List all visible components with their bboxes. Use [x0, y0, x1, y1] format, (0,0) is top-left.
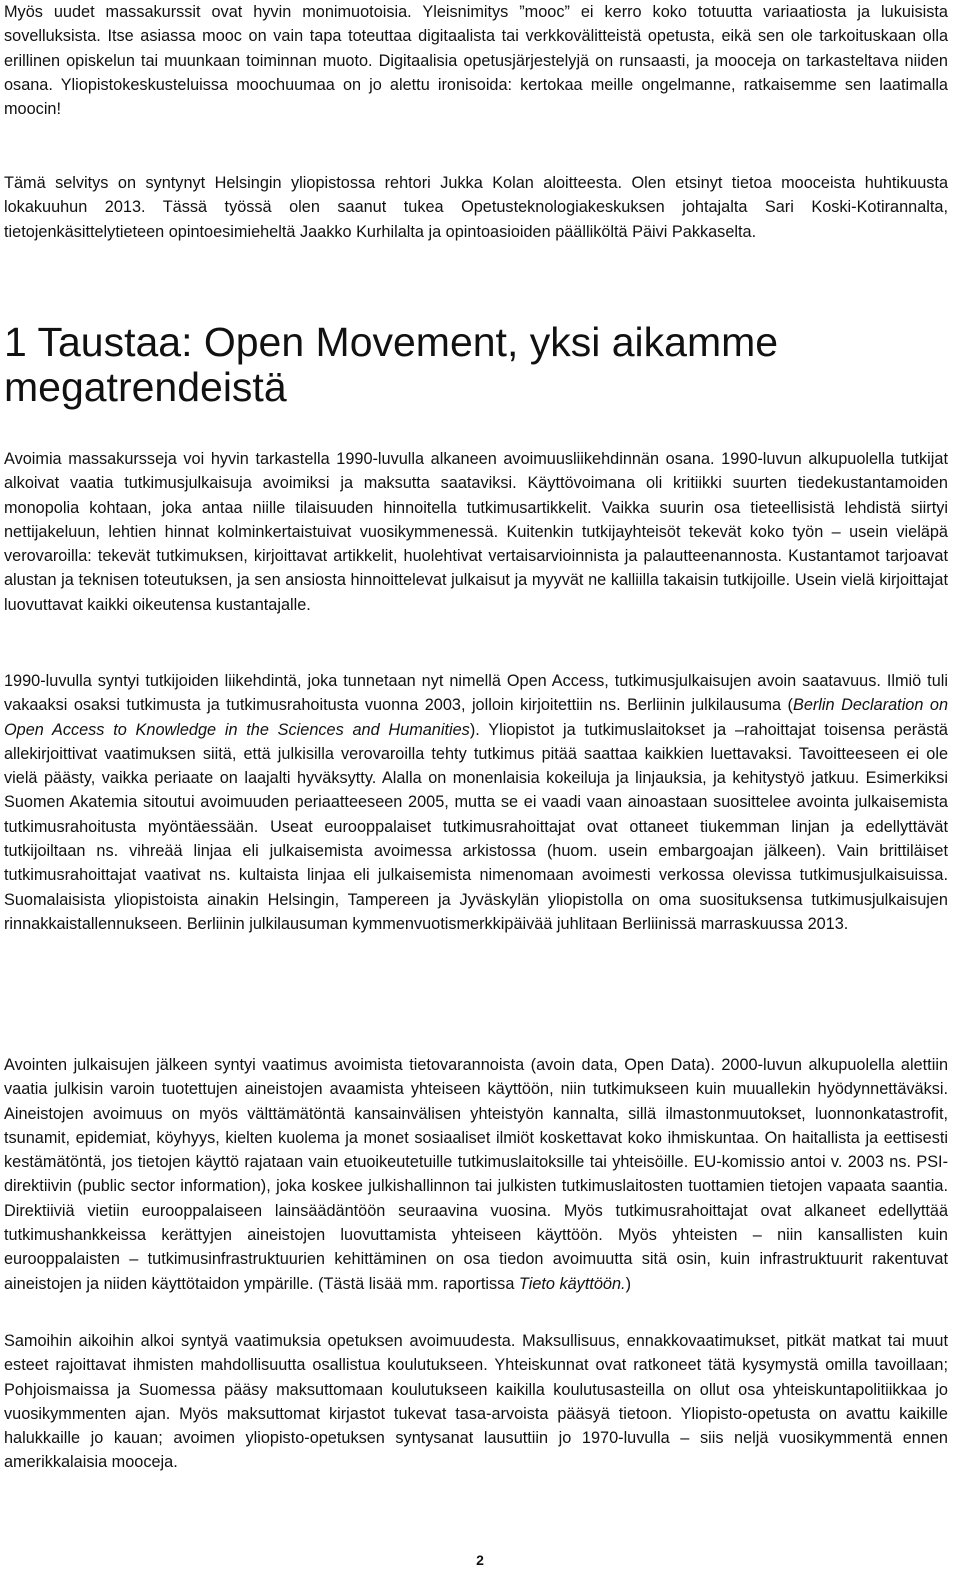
- berlin-declaration-title: Berlin Declaration on Open Access to Knowledge in the Sciences and Humanities: [4, 696, 949, 739]
- section-heading: [4, 320, 948, 410]
- open-data-text-a: Avointen julkaisujen jälkeen syntyi vaatimus avoimista tietovarannoista (avoin data, Open Data). 2000-luvun alkupuolella alettiin vaatia julkisin varoin tuotettujen aineistojen avaamista yhteiseen käyttöön, niin tutkimukseen kuin muuallekin hyödynnettäväksi. Aineistojen avoimuus on myös välttämätöntä kansainvälisen yhteistyön kannalta, sillä ilmastonmuutokset, luonnonkatastrofit, tsunamit, epidemiat, köyhyys, kielten kuolema ja monet sosiaaliset ilmiöt koskettavat koko ihmiskuntaa. On haitallista ja eettisesti kestämätöntä, jos tietojen käyttö rajataan vain etuoikeutetuille tutkimuslaitoksille tai yhteisöille. EU-komissio antoi v. 2003 ns. PSI-direktiivin (public sector information), joka koskee julkishallinnon tai julkisten tutkimuslaitosten tuottamien tietojen vapaata saantia. Direktiiviä vietiin eurooppalaiseen lainsäädäntöön seuraavina vuosina. Myös tutkimusrahoittajat ovat alkaneet edellyttää tutkimushankkeissa kerättyjen aineistojen luovuttamista yhteiseen käyttöön. Myös yhteisten – niin kansallisten kuin eurooppalaisten – tutkimusinfrastruktuurien kehittäminen on osa tiedon avoimuutta sitä osin, kuin infrastruktuurit rakentuvat aineistojen ja niiden käyttötaidon ympärille. (Tästä lisää mm. raportissa: [4, 1056, 948, 1293]
- tieto-kayttoon-title: Tieto käyttöön.: [518, 1274, 626, 1293]
- section-title: Taustaa: Open Movement, yksi aikamme megatrendeistä: [4, 319, 779, 410]
- paragraph-mooc-intro: Myös uudet massakurssit ovat hyvin monimuotoisia. Yleisnimitys ”mooc” ei kerro koko totuutta variaatiosta ja lukuisista sovelluksista. Itse asiassa mooc on vain tapa toteuttaa digitaalista tai verkkovälitteistä opetusta, eikä sen ole tarkoituskaan olla erillinen opiskelun tai muunkaan toiminnan muoto. Digitaalisia opetusjärjestelyjä on runsaasti, ja mooceja on tarkasteltava niiden osana. Yliopistokeskusteluissa moochuumaa on jo alettu ironisoida: kertokaa meille ongelmanne, ratkaisemme sen laatimalla moocin!: [4, 3, 948, 119]
- open-access-text-b: ). Yliopistot ja tutkimuslaitokset ja –rahoittajat toisensa perästä allekirjoittivat vaatimuksen siitä, että julkisilla verovaroilla tehty tutkimus pitää saattaa kaikkien luettavaksi. Tavoitteeseen ei ole vielä päästy, vaikka periaate on laajalti hyväksytty. Alalla on monenlaisia kokeiluja ja linjauksia, ja kehitystyö jatkuu. Esimerkiksi Suomen Akatemia sitoutui avoimuuden periaatteeseen 2005, mutta se ei vaadi vaan ainoastaan suosittelee avointa julkaisemista tutkimusrahoitusta myöntäessään. Useat eurooppalaiset tutkimusrahoittajat ovat ottaneet tiukemman linjan ja edellyttävät tutkijoiltaan ns. vihreää linjaa eli julkaisemista avoimessa arkistossa (huom. usein embargoajan jälkeen). Vain brittiläiset tutkimusrahoittajat vaativat ns. kultaista linjaa eli julkaisemista nimenomaan avoimesti verkossa olevissa tutkimusjulkaisuissa. Suomalaisista yliopistoista ainakin Helsingin, Tampereen ja Jyväskylän yliopistolla on oma suosituksensa tutkimusjulkaisujen rinnakkaistallennukseen. Berliinin julkilausuman kymmenvuotismerkkipäivää juhlitaan Berliinissä marraskuussa 2013.: [4, 720, 948, 933]
- section-number: 1: [4, 319, 27, 365]
- open-data-text-b: ): [625, 1274, 631, 1293]
- open-access-text-a: 1990-luvulla syntyi tutkijoiden liikehdintä, joka tunnetaan nyt nimellä Open Access, tutkimusjulkaisujen avoin saatavuus. Ilmiö tuli vakaaksi osaksi tutkimusta ja tutkimusrahoitusta vuonna 2003, jolloin kirjoitettiin ns. Berliinin julkilausuma (: [4, 672, 948, 715]
- paragraph-open-data: [4, 1053, 948, 1296]
- paragraph-open-access: [4, 669, 948, 936]
- paragraph-open-movement: Avoimia massakursseja voi hyvin tarkastella 1990-luvulla alkaneen avoimuusliikehdinnän osana. 1990-luvun alkupuolella tutkijat alkoivat vaatia tutkimusjulkaisuja avoimiksi ja maksutta saataviksi. Käyttövoimana oli kritiikki suurten tiedekustantamoiden monopolia kohtaan, joka antaa niille tilaisuuden hinnoitella tutkimusartikkelit. Vaikka suurin osa tieteellisistä lehdistä siirtyi nettijakeluun, lehtien hinnat kolminkertaistuivat vuosikymmenessä. Kuitenkin tutkijayhteisöt tekevät koko työn – usein vieläpä verovaroilla: tekevät tutkimuksen, kirjoittavat artikkelit, huolehtivat vertaisarvioinnista ja palautteenannosta. Kustantamot tarjoavat alustan ja teknisen toteutuksen, ja sen ansiosta hinnoittelevat julkaisut ja myyvät ne kalliilla takaisin tutkijoille. Usein vielä kirjoittajat luovuttavat kaikki oikeutensa kustantajalle.: [4, 450, 948, 614]
- page-number: 2: [476, 1552, 484, 1568]
- paragraph-acknowledgements: Tämä selvitys on syntynyt Helsingin yliopistossa rehtori Jukka Kolan aloitteesta. Olen etsinyt tietoa mooceista huhtikuusta lokakuuhun 2013. Tässä työssä olen saanut tukea Opetusteknologiakeskuksen johtajalta Sari Koski-Kotirannalta, tietojenkäsittelytieteen opintoesimieheltä Jaakko Kurhilalta ja opintoasioiden päälliköltä Päivi Pakkaselta.: [4, 174, 948, 241]
- paragraph-open-education: Samoihin aikoihin alkoi syntyä vaatimuksia opetuksen avoimuudesta. Maksullisuus, ennakkovaatimukset, pitkät matkat tai muut esteet rajoittavat ihmisten mahdollisuutta osallistua koulutukseen. Yhteiskunnat ovat ratkoneet tätä kysymystä omilla tavoillaan; Pohjoismaissa ja Suomessa pääsy maksuttomaan koulutukseen kaikilla koulutusasteilla on ollut osa yhteiskuntapolitiikkaa jo vuosikymmenten ajan. Myös maksuttomat kirjastot tukevat tasa-arvoista pääsyä tietoon. Yliopisto-opetusta on avattu kaikille halukkaille jo kauan; avoimen yliopisto-opetuksen syntysanat lausuttiin jo 1970-luvulla – siis neljä vuosikymmentä ennen amerikkalaisia mooceja.: [4, 1332, 948, 1472]
